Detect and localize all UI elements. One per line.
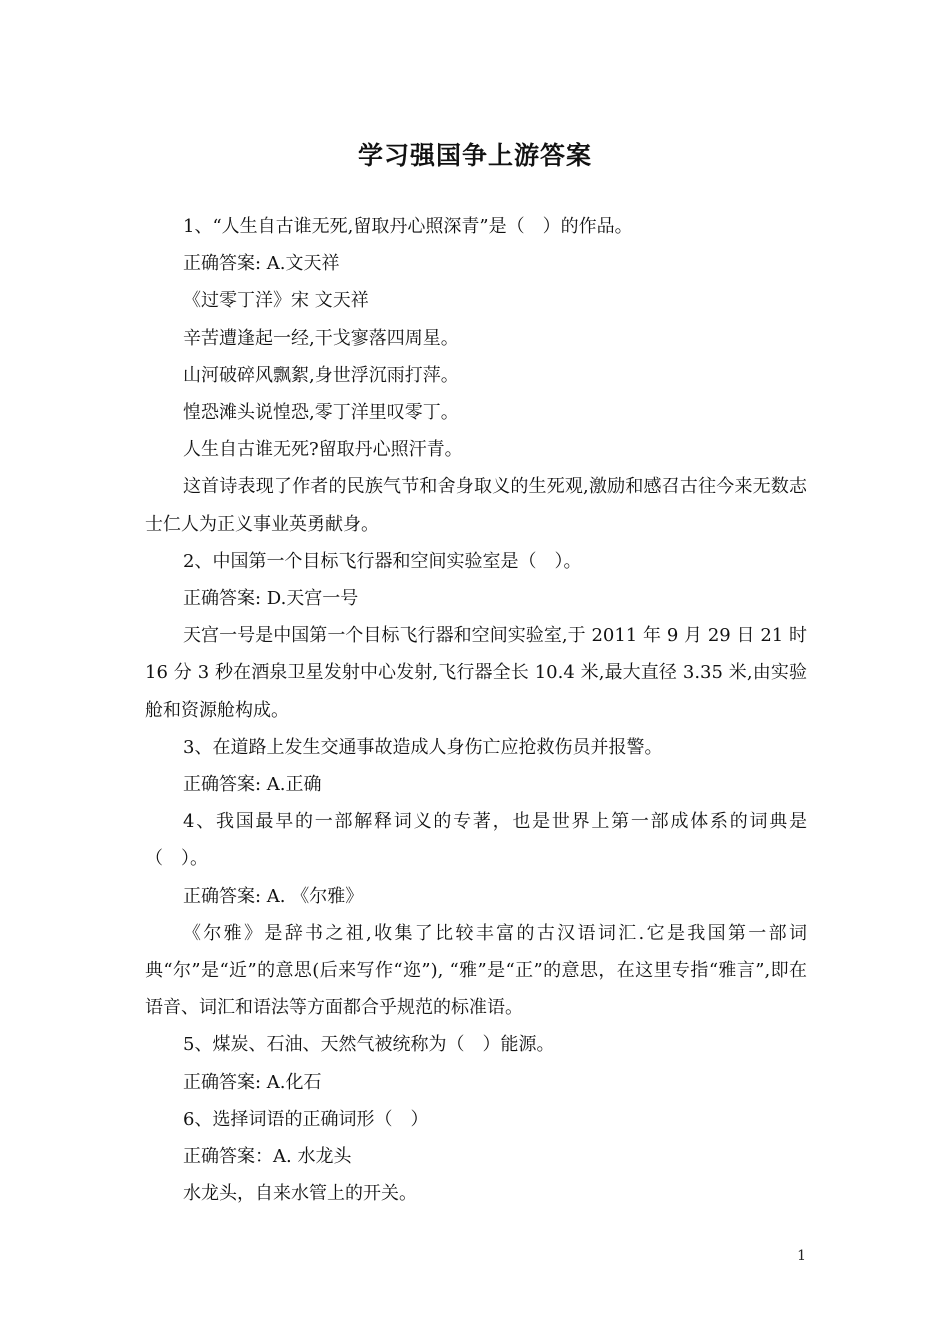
answer-2: 正确答案: D.天宫一号 xyxy=(183,588,359,610)
poem-title: 《过零丁洋》宋 文天祥 xyxy=(183,290,369,312)
poem-line-1: 辛苦遭逢起一经,干戈寥落四周星。 xyxy=(183,327,459,349)
poem-line-4: 人生自古谁无死?留取丹心照汗青。 xyxy=(183,439,463,461)
explanation-4: 《尔雅》是辞书之祖,收集了比较丰富的古汉语词汇.它是我国第一部词典“尔”是“近”的意思(后来写作“迩”), “雅”是“正”的意思，在这里专指“雅言”,即在语音、词汇和语法等方面都合乎规范的标准语。 xyxy=(145,922,807,1019)
explanation-6: 水龙头，自来水管上的开关。 xyxy=(183,1183,417,1205)
poem-line-3: 惶恐滩头说惶恐,零丁洋里叹零丁。 xyxy=(183,402,459,424)
answer-1: 正确答案: A.文天祥 xyxy=(183,253,340,275)
question-5: 5、煤炭、石油、天然气被统称为（ ）能源。 xyxy=(183,1034,555,1056)
explanation-2: 天宫一号是中国第一个目标飞行器和空间实验室,于 2011 年 9 月 29 日 21 时 16 分 3 秒在酒泉卫星发射中心发射,飞行器全长 10.4 米,最大直径 3.35 米,由实验舱和资源舱构成。 xyxy=(145,625,807,721)
document-title: 学习强国争上游答案 xyxy=(357,141,592,170)
explanation-1: 这首诗表现了作者的民族气节和舍身取义的生死观,激励和感召古往今来无数志士仁人为正义事业英勇献身。 xyxy=(145,476,807,535)
question-3: 3、在道路上发生交通事故造成人身伤亡应抢救伤员并报警。 xyxy=(183,736,663,758)
question-1: 1、“人生自古谁无死,留取丹心照深青”是（ ）的作品。 xyxy=(183,216,633,237)
document-body xyxy=(145,208,807,1212)
page-number: 1 xyxy=(797,1248,806,1264)
question-2: 2、中国第一个目标飞行器和空间实验室是（ ）。 xyxy=(183,550,582,572)
question-6: 6、选择词语的正确词形（ ） xyxy=(183,1108,429,1130)
poem-line-2: 山河破碎风飘絮,身世浮沉雨打萍。 xyxy=(183,364,459,386)
answer-3: 正确答案: A.正确 xyxy=(183,774,322,796)
answer-4: 正确答案: A. 《尔雅》 xyxy=(183,885,364,907)
answer-5: 正确答案: A.化石 xyxy=(183,1071,322,1093)
answer-6: 正确答案：A. 水龙头 xyxy=(183,1146,352,1168)
question-4: 4、我国最早的一部解释词义的专著，也是世界上第一部成体系的词典是（ ）。 xyxy=(145,811,807,870)
